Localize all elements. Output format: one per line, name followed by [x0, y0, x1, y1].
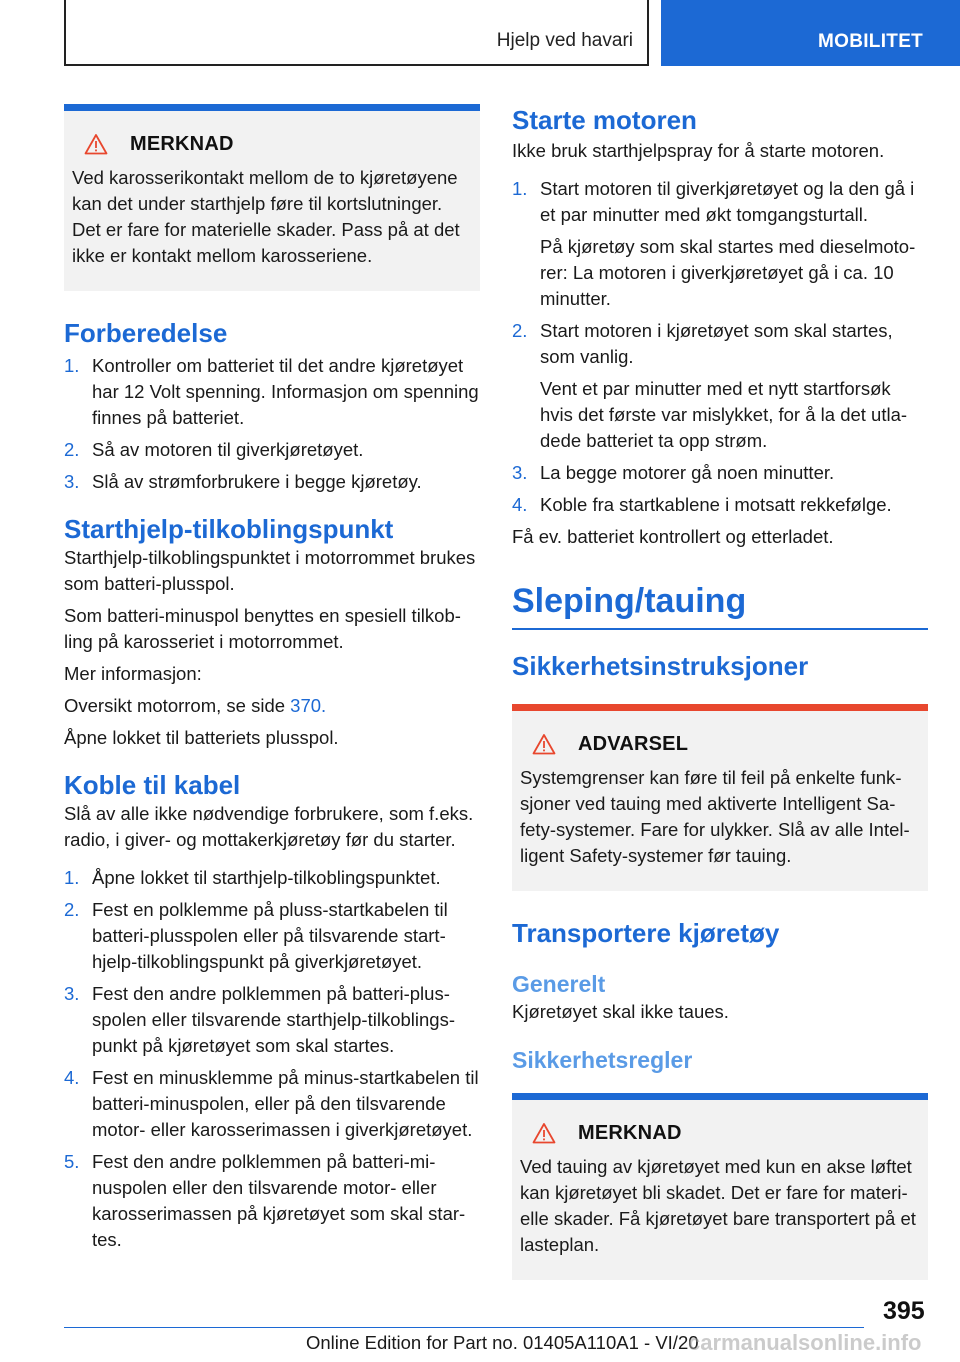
watermark: carmanualsonline.info — [688, 1330, 922, 1355]
paragraph: Starthjelp-tilkoblingspunktet i motorrommet brukes som batteri-plusspol. — [64, 547, 476, 594]
warning-triangle-icon — [532, 733, 556, 755]
list-item: 3. Fest den andre polklemmen på batteri-plusspolen eller tilsvarende starthjelp-tilkoblingspunkt på kjøretøyet som skal startes. — [64, 983, 455, 1056]
heading-generelt: Generelt — [512, 971, 606, 997]
list-item-note: På kjøretøy som skal startes med dieselmotorer: La motoren i giverkjøretøyet gå i ca. 10 minutter. — [540, 236, 916, 309]
header-section-box — [64, 0, 649, 66]
notice-title: ADVARSEL — [578, 732, 689, 755]
right-column — [512, 104, 928, 1280]
paragraph: Som batteri-minuspol benyttes en spesiell tilkobling på karosseriet i motorrommet. — [64, 605, 461, 652]
notice-text: Systemgrenser kan føre til feil på enkelte funksjoner ved tauing med aktiverte Intelligent Safety-systemer. Fare for ulykker. Slå av alle Intelligent Safety-systemer før tauing. — [520, 767, 910, 866]
list-forberedelse — [64, 353, 480, 495]
paragraph: Få ev. batteriet kontrollert og etterladet. — [512, 526, 834, 547]
heading-starte-motoren: Starte motoren — [512, 105, 697, 135]
notice-text: Ved karosserikontakt mellom de to kjøretøyene kan det under starthjelp føre til kortslutninger. Det er fare for materielle skader. Pass på at det ikke er kontakt mellom karosseriene. — [72, 167, 460, 266]
notice-box-merknad — [512, 1093, 928, 1280]
notice-box-merknad — [64, 104, 480, 291]
list-item: 3. Slå av strømforbrukere i begge kjøretøy. — [64, 471, 422, 492]
notice-header — [532, 729, 920, 759]
notice-text: Ved tauing av kjøretøyet med kun en akse løftet kan kjøretøyet bli skadet. Det er fare for materielle skader. Få kjøretøyet bare transportert på et lasteplan. — [520, 1156, 916, 1255]
notice-box-advarsel — [512, 704, 928, 891]
heading-starthjelp-tilkoblingspunkt: Starthjelp-tilkoblingspunkt — [64, 514, 394, 544]
page-number: 395 — [883, 1297, 925, 1325]
heading-forberedelse: Forberedelse — [64, 318, 228, 348]
list-item: 1. Åpne lokket til starthjelp-tilkoblingspunktet. — [64, 867, 441, 888]
list-item: 3. La begge motorer gå noen minutter. — [512, 462, 835, 483]
notice-header — [532, 1118, 920, 1148]
footer-edition: Online Edition for Part no. 01405A110A1 - VI/20 — [306, 1332, 699, 1353]
paragraph-with-link: Oversikt motorrom, se side 370. — [64, 695, 327, 716]
list-item: 5. Fest den andre polklemmen på batteri-minuspolen eller den tilsvarende motor- eller karosserimassen på kjøretøyet som skal startes. — [64, 1151, 466, 1250]
list-item: 2. Fest en polklemme på pluss-startkabelen til batteri-plusspolen eller på tilsvarende starthjelp-tilkoblingspunkt på giverkjøretøyet. — [64, 899, 448, 972]
header-chapter-tab[interactable] — [661, 0, 960, 66]
paragraph: Åpne lokket til batteriets plusspol. — [64, 727, 339, 748]
header-chapter-title: MOBILITET — [818, 31, 924, 52]
header-section-title: Hjelp ved havari — [496, 30, 633, 51]
heading-sikkerhetsregler: Sikkerhetsregler — [512, 1047, 693, 1073]
notice-title: MERKNAD — [578, 1121, 682, 1144]
list-item: 4. Koble fra startkablene i motsatt rekkefølge. — [512, 494, 892, 515]
heading-sikkerhetsinstruksjoner: Sikkerhetsinstruksjoner — [512, 651, 809, 681]
paragraph: Slå av alle ikke nødvendige forbrukere, som f.eks. radio, i giver- og mottakerkjøretøy før du starter. — [64, 803, 474, 850]
heading-transportere-kjoretoy: Transportere kjøretøy — [512, 918, 780, 948]
page-reference-link[interactable]: 370 — [290, 695, 322, 716]
notice-header — [84, 129, 472, 159]
list-item: 4. Fest en minusklemme på minus-startkabelen til batteri-minuspolen, eller på den tilsvarende motor- eller karosserimassen i giverkjøretøyet. — [64, 1067, 479, 1140]
warning-triangle-icon — [84, 133, 108, 155]
left-column — [64, 104, 480, 1253]
list-item-note: Vent et par minutter med et nytt startforsøk hvis det første var mislykket, for å la det utladede batteriet ta opp strøm. — [540, 378, 908, 451]
list-item: 2. Så av motoren til giverkjøretøyet. — [64, 439, 364, 460]
list-item: 1. Start motoren til giverkjøretøyet og la den gå i et par minutter med økt tomgangsturtall. På kjøretøy som skal startes med dieselmotorer: La motoren i giverkjøretøyet gå i ca. 10 minutter. — [512, 176, 928, 312]
list-koble-til-kabel — [64, 865, 480, 1253]
heading-koble-til-kabel: Koble til kabel — [64, 770, 241, 800]
heading-sleping-tauing: Sleping/tauing — [512, 580, 928, 630]
paragraph: Ikke bruk starthjelpspray for å starte motoren. — [512, 140, 885, 161]
warning-triangle-icon — [532, 1122, 556, 1144]
footer-divider — [64, 1327, 864, 1328]
notice-title: MERKNAD — [130, 132, 234, 155]
list-item: 2. Start motoren i kjøretøyet som skal startes, som vanlig. Vent et par minutter med et nytt startforsøk hvis det første var mislykket, for å la det utladede batteriet ta opp strøm. — [512, 318, 928, 454]
paragraph: Kjøretøyet skal ikke taues. — [512, 1001, 729, 1022]
list-item: 1. Kontroller om batteriet til det andre kjøretøyet har 12 Volt spenning. Informasjon om spenning finnes på batteriet. — [64, 355, 479, 428]
paragraph: Mer informasjon: — [64, 663, 202, 684]
list-starte-motoren — [512, 176, 928, 518]
